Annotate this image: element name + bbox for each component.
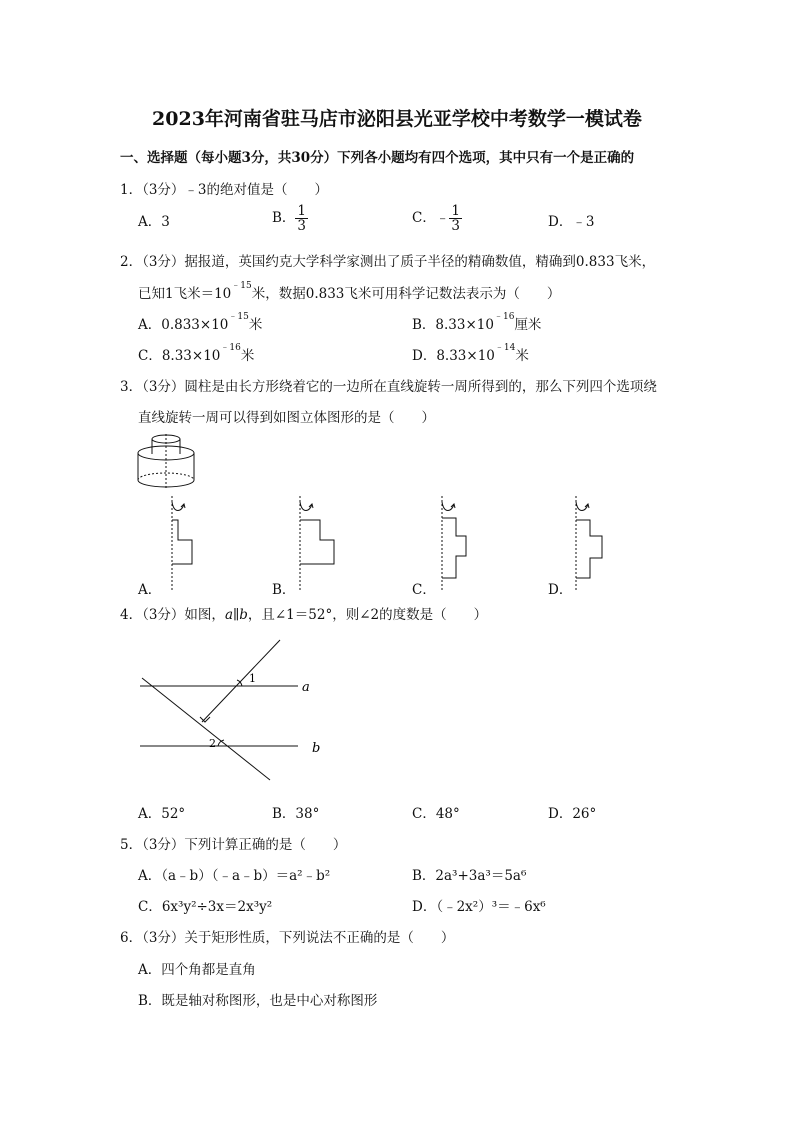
text: 已知1飞米＝10 (138, 286, 232, 302)
question-5-stem: 5．（3分）下列计算正确的是（ ） (120, 837, 347, 853)
text: 米，数据0.833飞米可用科学记数法表示为（ ） (251, 286, 561, 302)
q3-option-a: A． (138, 582, 162, 598)
option-a-figure (160, 494, 210, 594)
exponent: ﹣15 (228, 312, 249, 322)
line-a-label: a (302, 680, 310, 695)
text: 米 (248, 317, 263, 333)
q2-option-a (138, 313, 262, 333)
question-3-line-1: 3．（3分）圆柱是由长方形绕着它的一边所在直线旋转一周所得到的，那么下列四个选项绕 (120, 379, 657, 395)
text: D．8.33×10 (412, 348, 495, 364)
question-4-stem (120, 603, 487, 623)
text: 4．（3分）如图， (120, 607, 225, 623)
q4-option-c: C．48° (412, 806, 460, 822)
angle-2-label: 2 (209, 737, 216, 750)
q2-option-c (138, 344, 254, 364)
q1-option-a: A．3 (138, 214, 170, 230)
q4-option-b: B．38° (272, 806, 320, 822)
exponent: ﹣16 (493, 312, 515, 322)
numerator: 1 (297, 203, 307, 219)
denominator: 3 (297, 218, 307, 234)
q2-option-b (412, 313, 541, 333)
numerator: 1 (451, 203, 460, 219)
text: B．8.33×10 (412, 317, 494, 333)
question-3-line-2: 直线旋转一周可以得到如图立体图形的是（ ） (138, 410, 435, 426)
fraction (295, 204, 308, 233)
page-title: 2023年河南省驻马店市泌阳县光亚学校中考数学一模试卷 (152, 108, 642, 130)
text: ，且∠1＝52°，则∠2的度数是（ ） (247, 607, 488, 623)
q5-option-d: D．（﹣2x²）³＝﹣6x⁶ (412, 899, 546, 915)
stepped-cylinder-figure (130, 430, 210, 496)
q1-option-c-label: C．﹣ (412, 210, 450, 226)
q3-option-c: C． (412, 582, 436, 598)
q2-option-d (412, 344, 529, 364)
denominator: 3 (451, 218, 460, 234)
exponent: ﹣15 (231, 281, 252, 291)
q1-option-b-label: B． (272, 210, 296, 226)
section-heading: 一、选择题（每小题3分，共30分）下列各小题均有四个选项，其中只有一个是正确的 (120, 150, 635, 166)
option-b-figure (288, 494, 338, 594)
text: A．0.833×10 (138, 317, 229, 333)
text: 厘米 (514, 317, 542, 333)
q5-option-c: C．6x³y²÷3x＝2x³y² (138, 899, 273, 915)
text: C．8.33×10 (138, 348, 221, 364)
fraction (449, 204, 462, 233)
line-b-label: b (312, 741, 321, 756)
question-2-line-2 (138, 282, 560, 302)
q3-option-b: B． (272, 582, 296, 598)
parallel-expression: a∥b (224, 607, 248, 623)
text: 米 (240, 348, 255, 364)
text: 米 (515, 348, 529, 364)
q5-option-b: B．2a³+3a³＝5a⁶ (412, 868, 527, 884)
q1-option-d: D．﹣3 (548, 214, 595, 230)
q6-option-a: A．四个角都是直角 (138, 962, 256, 978)
option-c-figure (430, 494, 480, 594)
q4-option-d: D．26° (548, 806, 597, 822)
q1-option-b (272, 204, 308, 233)
question-2-line-1: 2．（3分）据报道，英国约克大学科学家测出了质子半径的精确数值，精确到0.833飞米， (120, 254, 656, 270)
question-6-stem: 6．（3分）关于矩形性质，下列说法不正确的是（ ） (120, 930, 455, 946)
exponent: ﹣14 (494, 343, 516, 353)
q5-option-a: A．（a﹣b）（﹣a﹣b）＝a²﹣b² (138, 868, 331, 884)
exponent: ﹣16 (220, 343, 241, 353)
q6-option-b: B．既是轴对称图形，也是中心对称图形 (138, 993, 378, 1009)
q4-option-a: A．52° (138, 806, 186, 822)
q3-option-d: D． (548, 582, 573, 598)
angle-1-label: 1 (249, 672, 256, 685)
parallel-lines-figure (130, 630, 340, 790)
question-1-stem: 1．（3分）﹣3的绝对值是（ ） (120, 182, 329, 198)
q1-option-c (412, 204, 462, 233)
